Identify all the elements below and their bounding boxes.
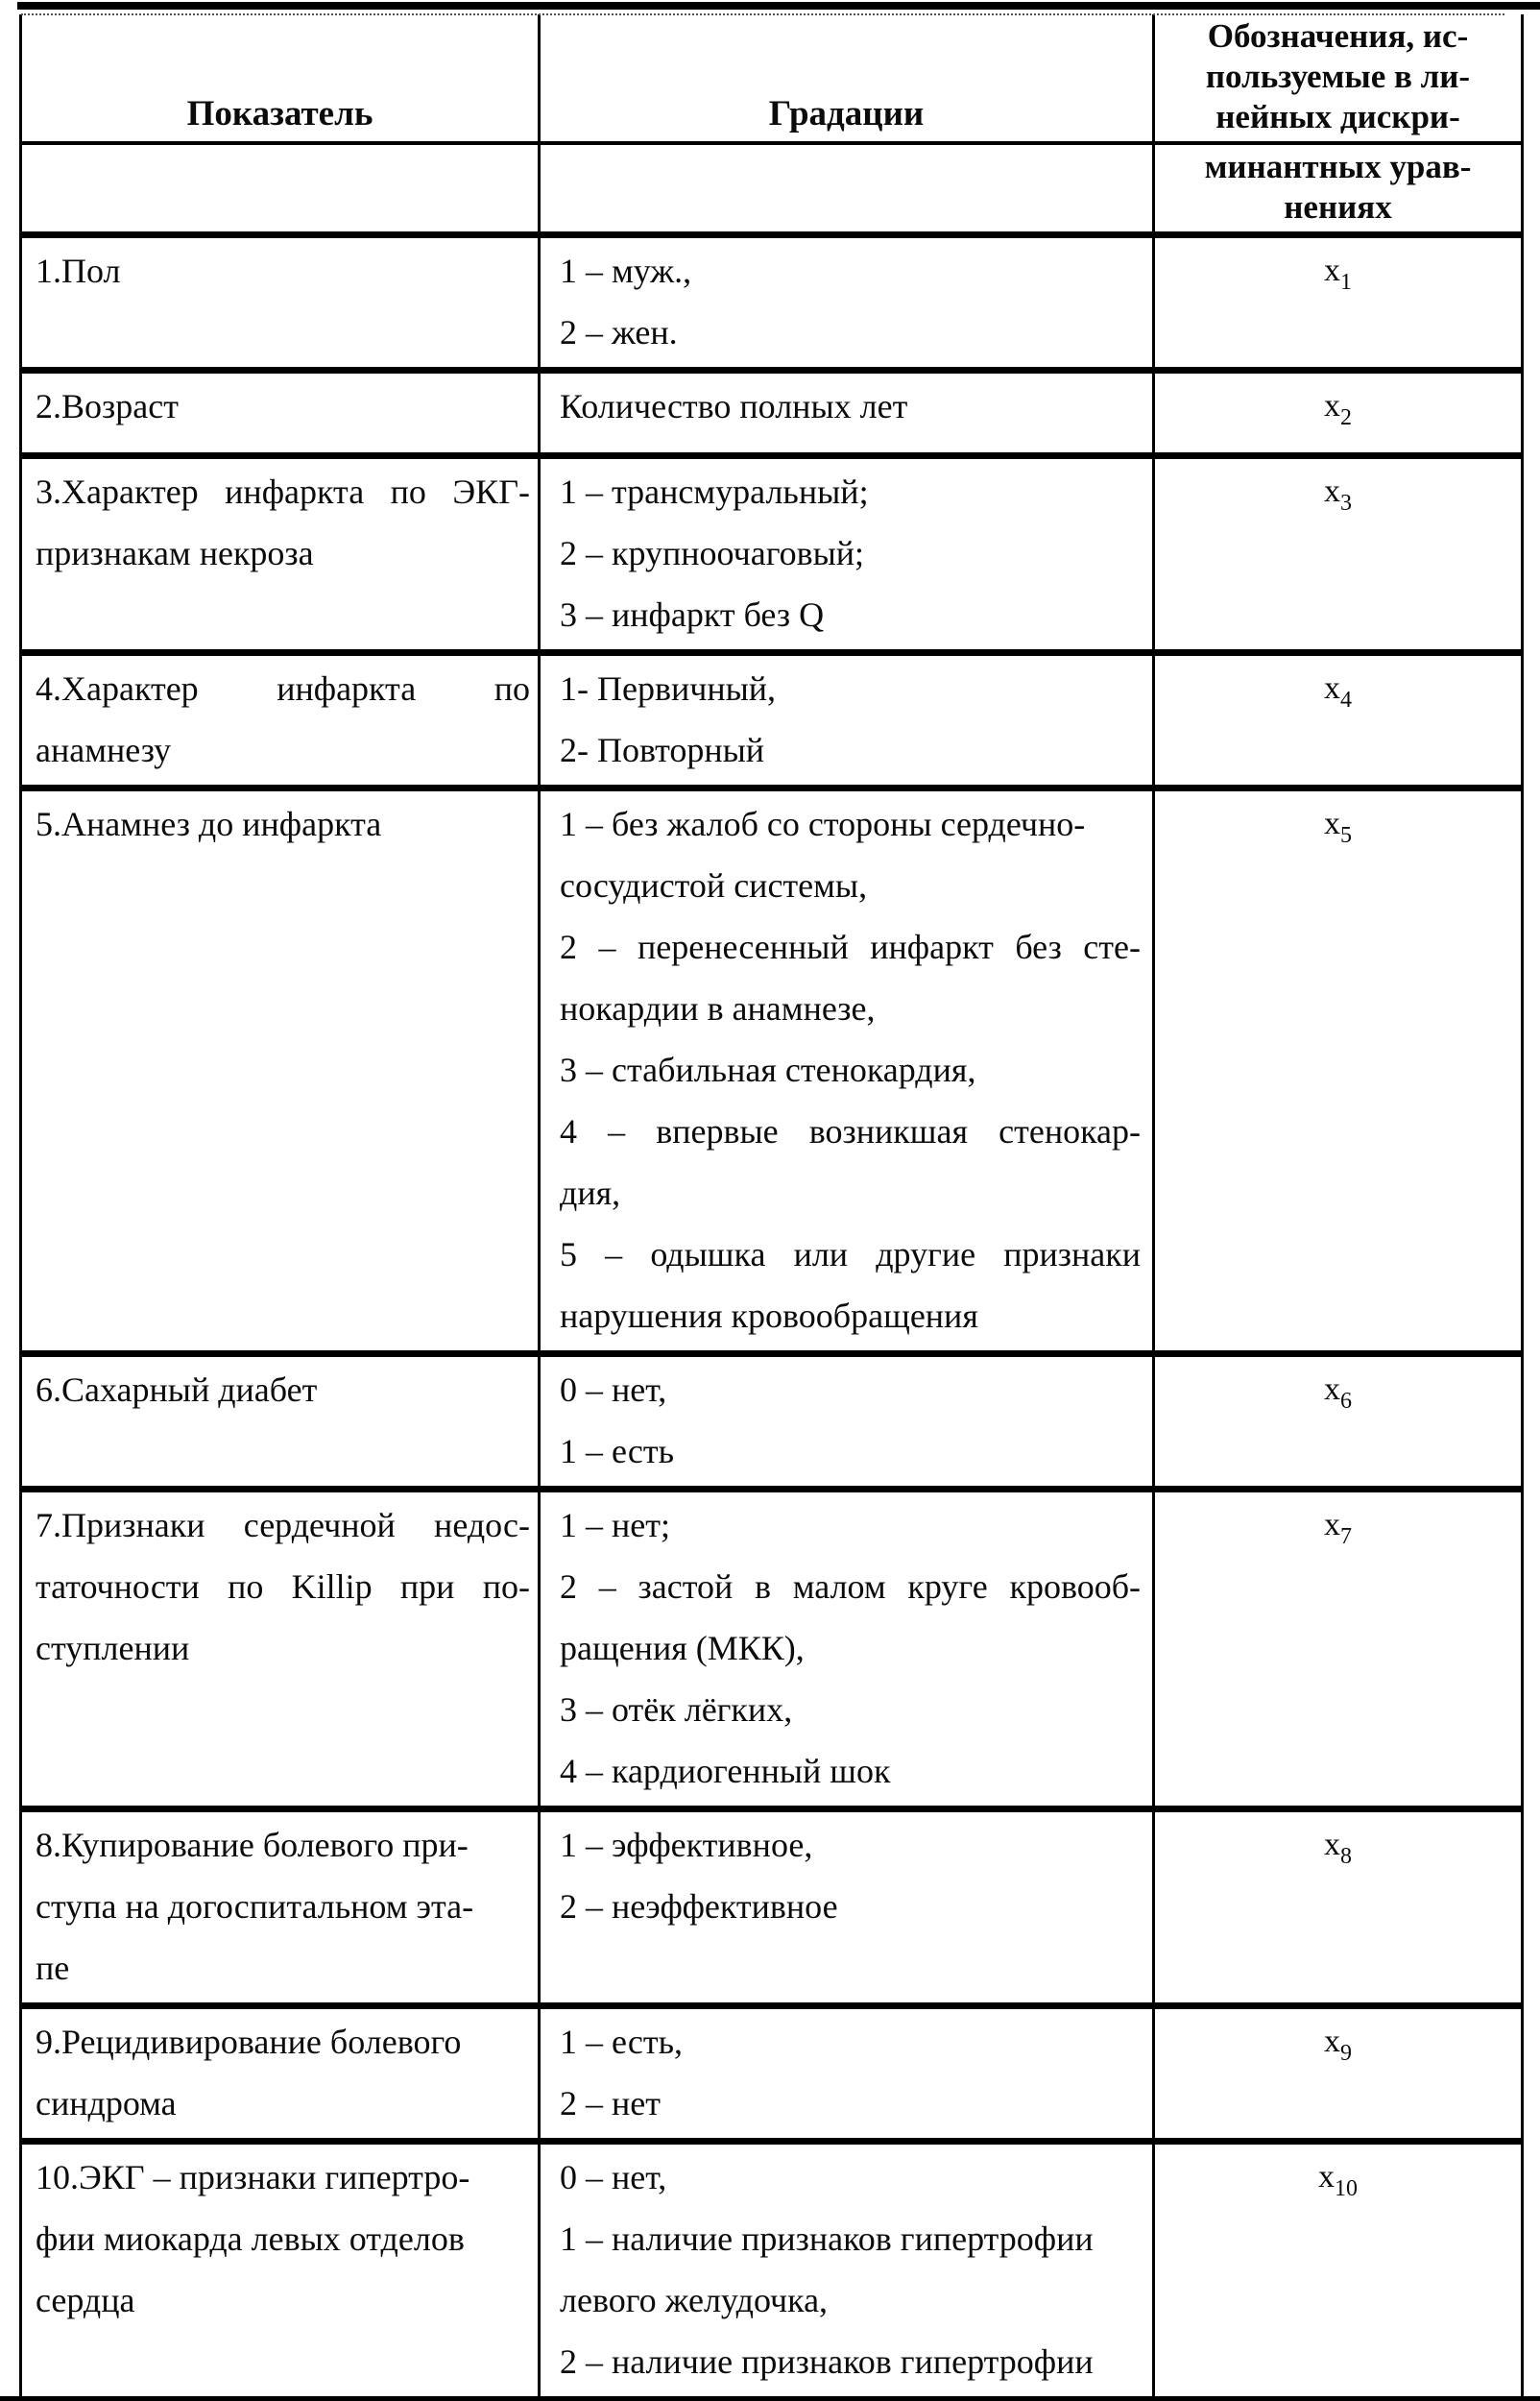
text-line: 2 – жен. [560,313,678,352]
indicator-cell [21,788,540,1354]
indicator-cell [21,2142,540,2397]
symbol-cell [1154,235,1523,371]
symbol-base: x [1324,2024,1340,2059]
symbol-subscript: 6 [1340,1389,1352,1414]
text-line: нейных дискри- [1215,98,1460,135]
text-line: признакам некроза [36,534,314,572]
symbol-cell [1154,1354,1523,1490]
symbol-base: x [1324,1371,1340,1407]
table-row [21,371,1523,456]
table-row [21,788,1523,1354]
gradations-cell [540,1354,1154,1490]
symbol-subscript: 10 [1335,2176,1358,2201]
text-line: 1.Пол [36,252,121,290]
table-row [21,1354,1523,1490]
symbol-subscript: 3 [1340,491,1352,516]
symbol-base: x [1324,670,1340,706]
text-line: 4 – кардиогенный шок [560,1752,891,1790]
symbol-base: x [1318,2159,1335,2195]
text-line: 2 – застой в малом круге кровооб- [560,1567,1141,1606]
symbol [1324,1827,1352,1869]
symbol-base: x [1324,388,1340,424]
header-row-bottom [21,143,1523,235]
symbol-cell [1154,371,1523,456]
text-line: 1 – наличие признаков гипертрофии [560,2219,1094,2258]
gradations-cell [540,2006,1154,2142]
indicator-cell [21,371,540,456]
symbol-cell [1154,2006,1523,2142]
gradations-cell [540,653,1154,788]
symbol-base: x [1324,806,1340,841]
text-line: нокардии в анамнезе, [560,989,876,1028]
text-line: 6.Сахарный диабет [36,1370,318,1409]
gradations-cell [540,235,1154,371]
gradations-cell [540,1809,1154,2006]
symbol [1324,2024,1352,2066]
symbol [1324,806,1352,848]
symbol-cell [1154,653,1523,788]
symbol-cell [1154,1809,1523,2006]
text-line: 2 – перенесенный инфаркт без сте- [560,928,1141,966]
symbol [1324,388,1352,430]
symbol [1324,473,1352,516]
text-line: 0 – нет, [560,2158,667,2196]
text-line: 0 – нет, [560,1370,667,1409]
text-line: 10.ЭКГ – признаки гипертро- [36,2158,470,2196]
text-line: 1 – муж., [560,252,692,290]
column-header-gradations: Градации [540,14,1154,143]
gradations-cell [540,456,1154,653]
symbol [1318,2159,1358,2201]
text-line: таточности по Killip при по- [36,1567,530,1606]
table-bottom-border [0,2396,1540,2401]
text-line: дия, [560,1174,621,1212]
table-top-border [17,2,1540,10]
text-line: 3.Характер инфаркта по ЭКГ- [36,473,530,511]
text-line: нарушения кровообращения [560,1297,978,1335]
symbol-subscript: 1 [1340,270,1352,295]
text-line: 2- Повторный [560,731,765,769]
text-line: Количество полных лет [560,387,908,425]
text-line: 5 – одышка или другие признаки [560,1235,1141,1273]
symbol-cell [1154,2142,1523,2397]
text-line: анамнезу [36,731,172,769]
symbol-base: x [1324,253,1340,288]
column-header-symbols-bottom [1154,143,1523,235]
symbol-subscript: 2 [1340,405,1352,430]
text-line: 1 – без жалоб со стороны сердечно- [560,805,1086,843]
text-line: 3 – отёк лёгких, [560,1690,793,1729]
text-line: 2 – наличие признаков гипертрофии [560,2342,1094,2381]
text-line: пе [36,1949,70,1987]
text-line: 3 – стабильная стенокардия, [560,1051,976,1089]
text-line: 1 – трансмуральный; [560,473,869,511]
text-line: 8.Купирование болевого при- [36,1826,469,1864]
table-row [21,2006,1523,2142]
symbol-cell [1154,1490,1523,1809]
symbol-subscript: 9 [1340,2041,1352,2066]
symbol [1324,1507,1352,1549]
table-body [21,235,1523,2397]
column-header-indicator: Показатель [186,94,373,133]
text-line: сердца [36,2281,135,2319]
table-header [21,14,1523,235]
table-row [21,1809,1523,2006]
text-line: 1- Первичный, [560,669,777,708]
gradations-cell [540,371,1154,456]
symbol-base: x [1324,473,1340,509]
symbol [1324,670,1352,713]
text-line: фии миокарда левых отделов [36,2219,465,2258]
text-line: 4 – впервые возникшая стенокар- [560,1112,1141,1151]
symbol-base: x [1324,1507,1340,1542]
table-row [21,2142,1523,2397]
symbol-subscript: 7 [1340,1524,1352,1549]
indicator-cell [21,653,540,788]
text-line: 5.Анамнез до инфаркта [36,805,382,843]
text-line: 7.Признаки сердечной недос- [36,1506,530,1544]
table-row [21,235,1523,371]
gradations-cell [540,1490,1154,1809]
indicator-cell [21,456,540,653]
symbol [1324,1371,1352,1414]
symbol-subscript: 4 [1340,688,1352,713]
indicator-cell [21,1354,540,1490]
text-line: 4.Характер инфаркта по [36,669,530,708]
symbol-cell [1154,456,1523,653]
gradations-cell [540,2142,1154,2397]
text-line: ступа на догоспитальном эта- [36,1887,474,1926]
text-line: пользуемые в ли- [1205,58,1471,95]
table-row [21,1490,1523,1809]
scan-artifact-line [21,13,1504,15]
header-empty-cell [21,143,540,235]
indicator-cell [21,1809,540,2006]
text-line: синдрома [36,2084,177,2122]
symbol-subscript: 5 [1340,823,1352,848]
text-line: 9.Рецидивирование болевого [36,2023,462,2061]
gradations-cell [540,788,1154,1354]
indicator-cell [21,1490,540,1809]
indicators-table [19,14,1524,2396]
text-line: 1 – эффективное, [560,1826,813,1864]
text-line: Обозначения, ис- [1207,17,1469,55]
table-row [21,456,1523,653]
symbol [1324,253,1352,295]
text-line: нениях [1284,188,1392,226]
table-row [21,653,1523,788]
text-line: 2.Возраст [36,387,179,425]
text-line: 2 – крупноочаговый; [560,534,865,572]
text-line: левого желудочка, [560,2281,829,2319]
header-row-top [21,14,1523,143]
symbol-base: x [1324,1827,1340,1862]
text-line: 2 – нет [560,2084,661,2122]
column-header-symbols-top [1154,14,1523,143]
text-line: 2 – неэффективное [560,1887,838,1926]
indicator-cell [21,2006,540,2142]
symbol-subscript: 8 [1340,1844,1352,1869]
text-line: 1 – есть, [560,2023,684,2061]
header-empty-cell [540,143,1154,235]
text-line: минантных урав- [1204,148,1472,185]
text-line: 1 – нет; [560,1506,670,1544]
text-line: ступлении [36,1629,190,1667]
text-line: ращения (МКК), [560,1629,805,1667]
text-line: 3 – инфаркт без Q [560,595,825,634]
symbol-cell [1154,788,1523,1354]
text-line: 1 – есть [560,1432,675,1470]
text-line: сосудистой системы, [560,866,868,905]
indicator-cell [21,235,540,371]
